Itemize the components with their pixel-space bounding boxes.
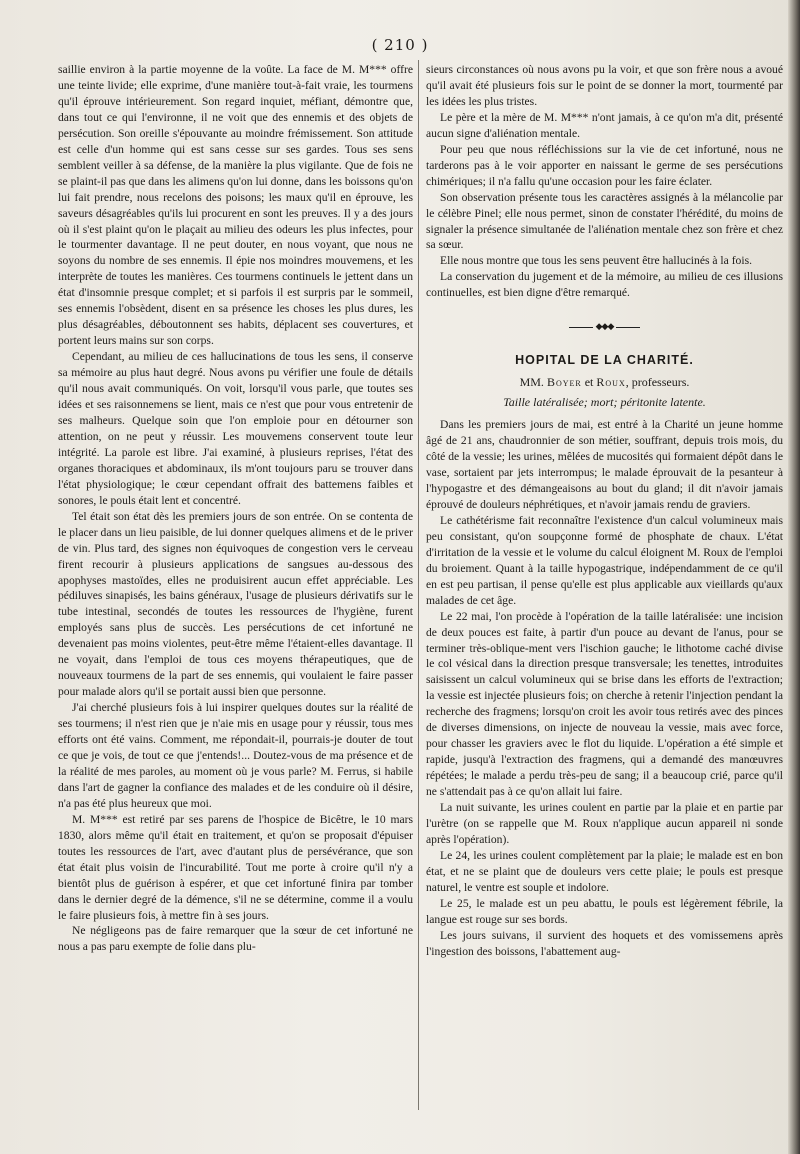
section-heading: HOPITAL DE LA CHARITÉ. [515, 353, 694, 368]
paragraph: Dans les premiers jours de mai, est entré à la Charité un jeune homme âgé de 21 ans, chaudronnier de son métier, souffrant, depuis trois mois, du côté de la vessie; les urines, mêlées de mucosités qui formaient dépôt dans le vase, sortaient par jets interrompus; le malade éprouvait de la pesanteur à l'hypogastre et des démangeaisons au bout du gland; il dit n'avoir jamais éprouvé de douleurs néphrétiques, et n'avoir jamais rendu de graviers. [426, 418, 783, 511]
page-edge-shadow [788, 0, 800, 1154]
paragraph: Le père et la mère de M. M*** n'ont jamais, à ce qu'on m'a dit, présenté aucun signe d'aliénation mentale. [426, 110, 783, 140]
paragraph: Le 25, le malade est un peu abattu, le pouls est légèrement fébrile, la langue est rouge sur ses bords. [426, 896, 783, 926]
paragraph: La conservation du jugement et de la mémoire, au milieu de ces illusions continuelles, est bien digne d'être remarqué. [426, 270, 783, 300]
paragraph: Tel était son état dès les premiers jours de son entrée. On se contenta de le placer dans un lieu paisible, de lui donner quelques alimens et de le priver de vin. Plus tard, des signes non équivoques de congestion vers le cerveau firent recourir à plusieurs applications de sangsues au-dessous des apophyses mastoïdes, elles ne produisirent aucun effet appréciable. Les pédiluves sinapisés, les bains généraux, l'usage de plusieurs dérivatifs sur le tube intestinal, secondés de toutes les ressources de l'hygiène, furent employés sans plus de succès. Les persécutions de cet infortuné ne devenaient pas moins violentes, peut-être même l'étaient-elles davantage. Il ne voyait, dans l'emploi de tous ces moyens thérapeutiques, que de nouveaux tourmens de la part de ses ennemis, qui voulaient le faire passer pour malade alors qu'il se portait aussi bien que personne. [58, 509, 413, 699]
section-authors [426, 375, 783, 391]
ornament-rule-right [616, 327, 640, 328]
section-ornament [426, 307, 783, 347]
paragraph: La nuit suivante, les urines coulent en partie par la plaie et en partie par l'urètre (on se rappelle que M. Roux n'applique aucun appareil ni sonde après l'opération). [426, 801, 783, 846]
ornament-rule-left [569, 327, 593, 328]
left-column [58, 62, 413, 955]
paragraph: Pour peu que nous réfléchissions sur la vie de cet infortuné, nous ne tarderons pas à le voir apporter en naissant le germe de ses persécutions chimériques; il n'a fallu qu'une occasion pour les faire éclater. [426, 142, 783, 188]
authors-prefix: MM. [519, 375, 547, 390]
paragraph: M. M*** est retiré par ses parens de l'hospice de Bicêtre, le 10 mars 1830, alors même qu'il était en traitement, et qu'on se proposait d'épuiser toutes les ressources de l'art, avec d'autant plus de persévérance, que son état était plus voisin de l'incurabilité. Tout me porte à croire qu'il n'y a bientôt plus de guérison à espérer, et que cet infortuné finira par tomber dans le dernier degré de la démence, s'il ne se détermine, comme il a voulu le faire plusieurs fois, à mettre fin à ses jours. [58, 812, 413, 922]
paragraph: Ne négligeons pas de faire remarquer que la sœur de cet infortuné ne nous a pas paru exempte de folie dans plu- [58, 924, 413, 954]
paragraph: saillie environ à la partie moyenne de la voûte. La face de M. M*** offre une teinte livide; elle exprime, d'une manière tout-à-fait vraie, les tourmens qu'il éprouve intérieurement. Son regard inquiet, méfiant, démontre que, dans tout ce qui l'environne, il ne voit que des ennemis et des objets de persécution. Son oreille s'épouvante au moindre frémissement. Son attitude est celle d'un homme qui est sans cesse sur ses gardes. Tous ses sens semblent veiller à sa défense, de la manière la plus vigilante. Que de fois ne se plaint-il pas que dans les alimens qu'on lui donne, dans les boissons qu'on lui fait prendre, nous recelons des poisons; les maux qu'il en éprouve, les saveurs désagréables qu'ils lui procurent en sont les preuves. Il y a des jours où il s'est plaint qu'on le plaçait au milieu des odeurs les plus infectes, pour le tourmenter davantage. Il ne peut douter, en nous voyant, que nous ne soyons du nombre de ses ennemis. Il épie nos moindres mouvemens, et les interprète de toutes les manières. Ces tourmens continuels le jettent dans un état d'insomnie presque complet; et si parfois il est surpris par le sommeil, ses ennemis l'obsèdent, disent en sa présence les choses les plus dures, les plus désagréables, déboutonnent ses habits, déplacent ses couvertures, et portent leurs mains sur son corps. [58, 63, 413, 348]
ornament-mark: ◆◆◆ [595, 321, 614, 332]
paragraph: Les jours suivans, il survient des hoquets et des vomissemens après l'ingestion des boissons, l'abattement aug- [426, 928, 783, 958]
paragraph: Le cathétérisme fait reconnaître l'existence d'un calcul volumineux mais peu consistant, qu'on soupçonne formé de phosphate de chaux. L'état d'irritation de la vessie et le volume du calcul éloignent M. Roux de l'emploi du broiement. Quant à la taille hypogastrique, indépendamment de ce qu'il en est peu partisan, il pense qu'elle est plus applicable aux vieillards qu'aux malades de cet âge. [426, 513, 783, 607]
right-column [426, 62, 783, 960]
paragraph: J'ai cherché plusieurs fois à lui inspirer quelques doutes sur la réalité de ses tourmens; il n'est rien que je n'aie mis en usage pour y réussir, tous mes efforts ont été vains. Comment, me répondait-il, pourrais-je douter de tout ce que je vois, de tout ce que j'entends!... Doutez-vous de ma présence et de la réalité de mes paroles, au moment où je vous parle? M. Ferrus, si habile dans l'art de gagner la confiance des malades et de les conduire où il désire, n'a pas été plus heureux que moi. [58, 701, 413, 810]
paragraph: Le 22 mai, l'on procède à l'opération de la taille latéralisée: une incision de deux pouces est faite, à partir d'un pouce au devant de l'anus, pour se terminer très-oblique-ment vers l'ischion gauche; le lithotome caché divise le col vésical dans la direction presque transversale; les tenettes, introduites saisissent un calcul volumineux qui se brise dans les efforts de l'extraction; la vessie est injectée plusieurs fois; on cherche à retenir l'injection pendant la recherche des fragmens; lorsqu'on croit les avoir tous retirés avec des pinces de diverses dimensions, on injecte de nouveau la vessie, mais avec force, pour chasser les graviers avec le flot du liquide. L'opération a été simple et rapide, jusqu'à l'extraction des fragmens, qui a demandé des manœuvres répétées; le malade a perdu très-peu de sang; il a beaucoup crié, parce qu'il ne s'attendait pas à ce qu'on allait lui faire. [426, 609, 783, 799]
paragraph: Son observation présente tous les caractères assignés à la mélancolie par le célèbre Pinel; elle nous permet, sinon de constater l'hérédité, du moins de signaler la présence simultanée de l'aliénation mentale chez son frère et chez sa sœur. [426, 190, 783, 252]
page-number: ( 210 ) [371, 36, 429, 54]
paragraph: Cependant, au milieu de ces hallucinations de tous les sens, il conserve sa mémoire au plus haut degré. Nous avons pu vérifier une foule de détails qu'il nous avait communiqués. On voit, lorsqu'il vous parle, que toutes ses idées et ses raisonnemens se lient, mais ce n'est que pour vous entretenir de ses malheurs. Quelque soin que l'on emploie pour en détourner son attention, on ne peut y réussir. Les mouvemens conservent toute leur intégrité. La parole est libre. J'ai examiné, à plusieurs reprises, l'état des organes thoraciques et abdominaux, ils m'ont toujours paru se trouver dans l'état physiologique; le cœur cependant offrait des battemens faibles et sonores, le pouls était lent et concentré. [58, 350, 413, 507]
paragraph: Elle nous montre que tous les sens peuvent être hallucinés à la fois. [440, 254, 752, 268]
author-name: Boyer [546, 375, 582, 390]
paragraph: sieurs circonstances où nous avons pu la voir, et que son frère nous a avoué qu'il avait été plusieurs fois sur le point de se donner la mort, tourmenté par les idées les plus tristes. [426, 63, 783, 108]
authors-suffix: , professeurs. [625, 375, 690, 390]
case-title: Taille latéralisée; mort; péritonite latente. [503, 395, 706, 410]
column-divider [418, 60, 419, 1110]
authors-conjunction: et [581, 375, 597, 390]
author-name: Roux [596, 375, 626, 390]
paragraph: Le 24, les urines coulent complètement par la plaie; le malade est en bon état, et ne se plaint que de douleurs vers cette plaie; le pouls est presque naturel, le ventre est souple et indolore. [426, 848, 783, 894]
